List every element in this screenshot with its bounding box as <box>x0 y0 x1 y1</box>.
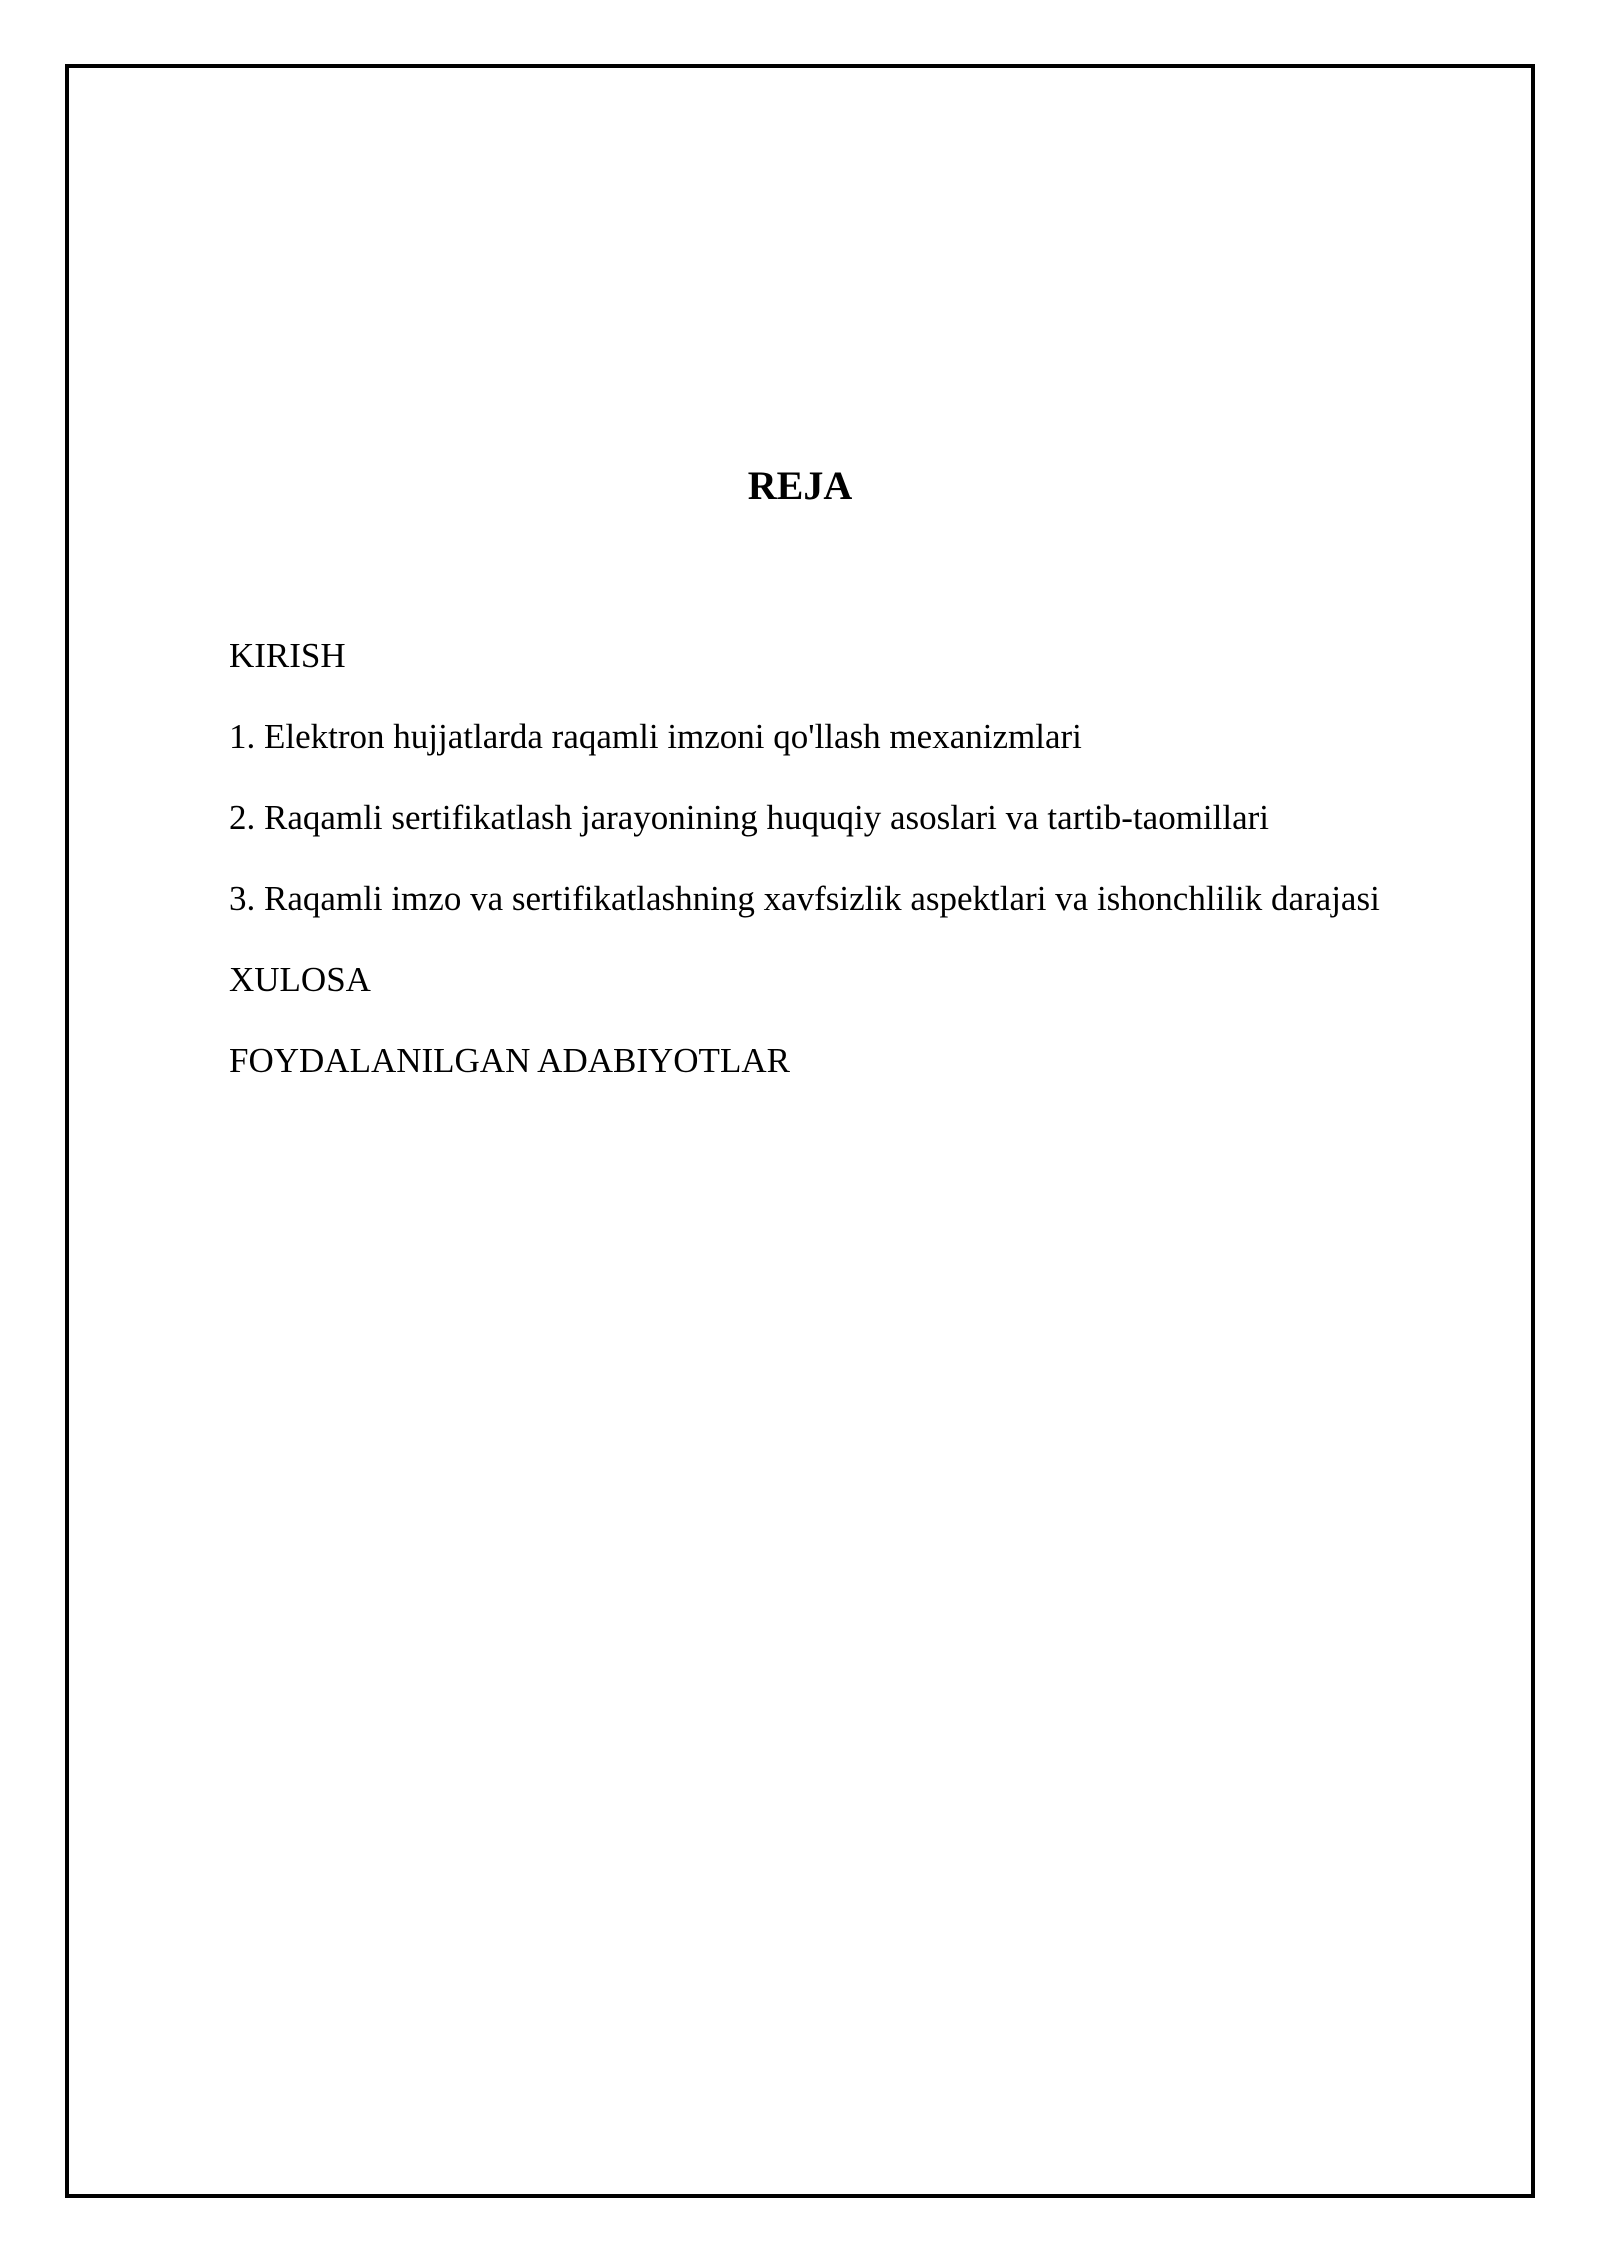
plan-list <box>229 636 1380 1122</box>
plan-item-2: 2. Raqamli sertifikatlash jarayonining huquqiy asoslari va tartib-taomillari <box>229 798 1270 837</box>
plan-item-1: 1. Elektron hujjatlarda raqamli imzoni qo'llash mexanizmlari <box>229 717 1082 756</box>
plan-item-introduction: KIRISH <box>229 636 346 675</box>
plan-item-3: 3. Raqamli imzo va sertifikatlashning xavfsizlik aspektlari va ishonchlilik darajasi <box>229 879 1380 918</box>
page-title: REJA <box>747 463 853 508</box>
plan-item-references: FOYDALANILGAN ADABIYOTLAR <box>229 1041 790 1080</box>
page-border <box>65 64 1535 2198</box>
plan-item-conclusion: XULOSA <box>229 960 371 999</box>
